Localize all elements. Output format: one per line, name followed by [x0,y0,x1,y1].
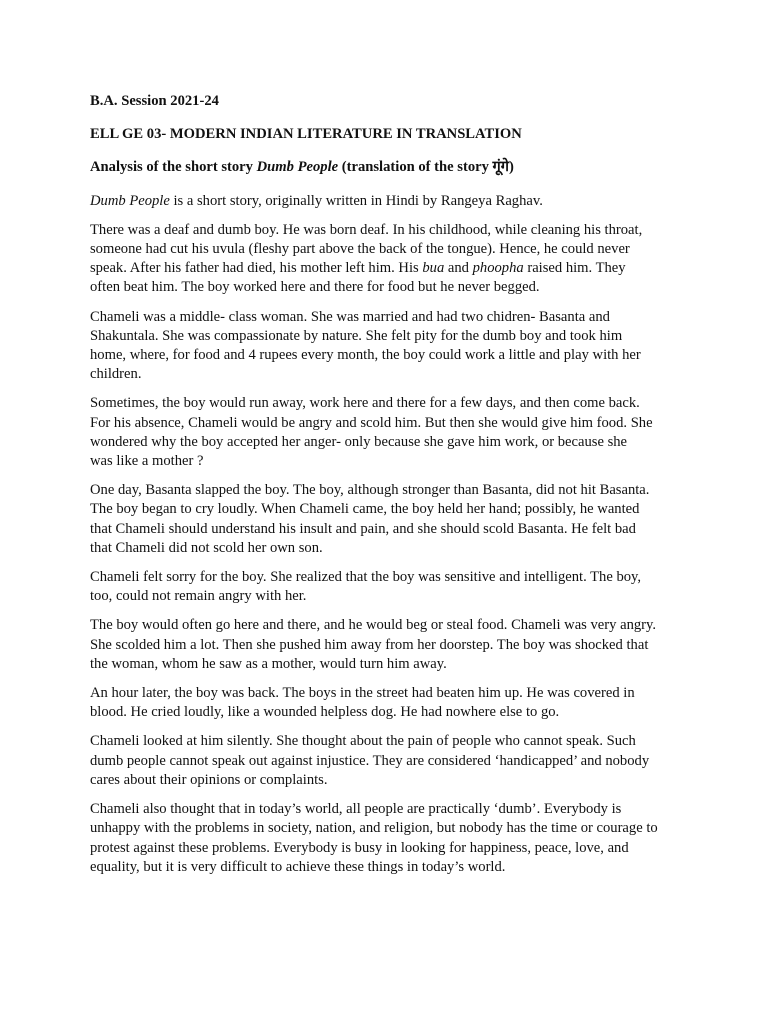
intro-rest: is a short story, originally written in Hindi by Rangeya Raghav. [169,192,543,209]
line-text: raised him. They [523,260,626,277]
term-bua: bua [422,260,445,277]
paragraph-line: unhappy with the problems in society, nation, and religion, but nobody has the time or courage to [90,820,658,837]
paragraph-5 [90,568,690,606]
term-phoopha: phoopha [472,260,524,277]
paragraph-9 [90,800,690,877]
paragraph-line: that Chameli should understand his insult and pain, and she should scold Basanta. He felt bad [90,520,636,537]
paragraph-line: There was a deaf and dumb boy. He was born deaf. In his childhood, while cleaning his throat, [90,221,643,238]
paragraph-line: She scolded him a lot. Then she pushed him away from her doorstep. The boy was shocked that [90,636,649,653]
paragraph-line: children. [90,366,142,383]
line-text: speak. After his father had died, his mother left him. His [90,260,423,277]
paragraph-line: cares about their opinions or complaints. [90,771,328,788]
paragraph-line: Sometimes, the boy would run away, work here and there for a few days, and then come back. [90,395,640,412]
paragraph-line: The boy would often go here and there, and he would beg or steal food. Chameli was very angry. [90,617,657,634]
paragraph-4 [90,481,690,558]
analysis-heading-prefix: Analysis of the short story [90,159,257,176]
intro-story-title: Dumb People [90,192,170,209]
paragraph-line: was like a mother ? [90,453,204,470]
paragraph-line: An hour later, the boy was back. The boys in the street had beaten him up. He was covered in [90,685,635,702]
analysis-heading-suffix: (translation of the story गूंगे) [338,159,514,176]
paragraph-line: too, could not remain angry with her. [90,588,307,605]
paragraph-line: One day, Basanta slapped the boy. The boy, although stronger than Basanta, did not hit Basanta. [90,482,650,499]
intro-paragraph [90,192,690,211]
paragraph-3 [90,394,690,471]
paragraph-line: that Chameli did not scold her own son. [90,539,323,556]
paragraph-8 [90,732,690,790]
analysis-heading [90,158,690,177]
course-heading: ELL GE 03- MODERN INDIAN LITERATURE IN TRANSLATION [90,126,522,143]
paragraph-line [90,259,690,278]
paragraph-line: Chameli also thought that in today’s world, all people are practically ‘dumb’. Everybody is [90,801,622,818]
paragraph-1 [90,221,690,298]
paragraph-line: someone had cut his uvula (fleshy part above the back of the tongue). Hence, he could never [90,241,630,258]
paragraph-7 [90,684,690,722]
session-heading: B.A. Session 2021-24 [90,93,219,109]
paragraph-2 [90,308,690,385]
paragraph-line: the woman, whom he saw as a mother, would turn him away. [90,655,447,672]
paragraph-line: protest against these problems. Everybody is busy in looking for happiness, peace, love, and [90,839,629,856]
paragraph-line: Chameli looked at him silently. She thought about the pain of people who cannot speak. Such [90,733,636,750]
paragraph-line: home, where, for food and 4 rupees every month, the boy could work a little and play with her [90,347,641,364]
line-text: and [444,260,473,277]
paragraph-line: Chameli was a middle- class woman. She was married and had two chidren- Basanta and [90,308,610,325]
paragraph-line: often beat him. The boy worked here and there for food but he never begged. [90,279,540,296]
paragraph-line: blood. He cried loudly, like a wounded helpless dog. He had nowhere else to go. [90,704,560,721]
paragraph-line: wondered why the boy accepted her anger- only because she gave him work, or because she [90,433,628,450]
paragraph-line: The boy began to cry loudly. When Chameli came, the boy held her hand; possibly, he wanted [90,501,640,518]
paragraph-line: For his absence, Chameli would be angry and scold him. But then she would give him food. She [90,414,653,431]
story-title-italic: Dumb People [256,159,339,176]
paragraph-line: dumb people cannot speak out against injustice. They are considered ‘handicapped’ and nobody [90,752,650,769]
paragraph-line: equality, but it is very difficult to achieve these things in today’s world. [90,858,506,875]
paragraph-line: Shakuntala. She was compassionate by nature. She felt pity for the dumb boy and took him [90,327,623,344]
paragraph-line: Chameli felt sorry for the boy. She realized that the boy was sensitive and intelligent. The boy, [90,569,642,586]
document-page [90,92,690,887]
paragraph-6 [90,616,690,674]
